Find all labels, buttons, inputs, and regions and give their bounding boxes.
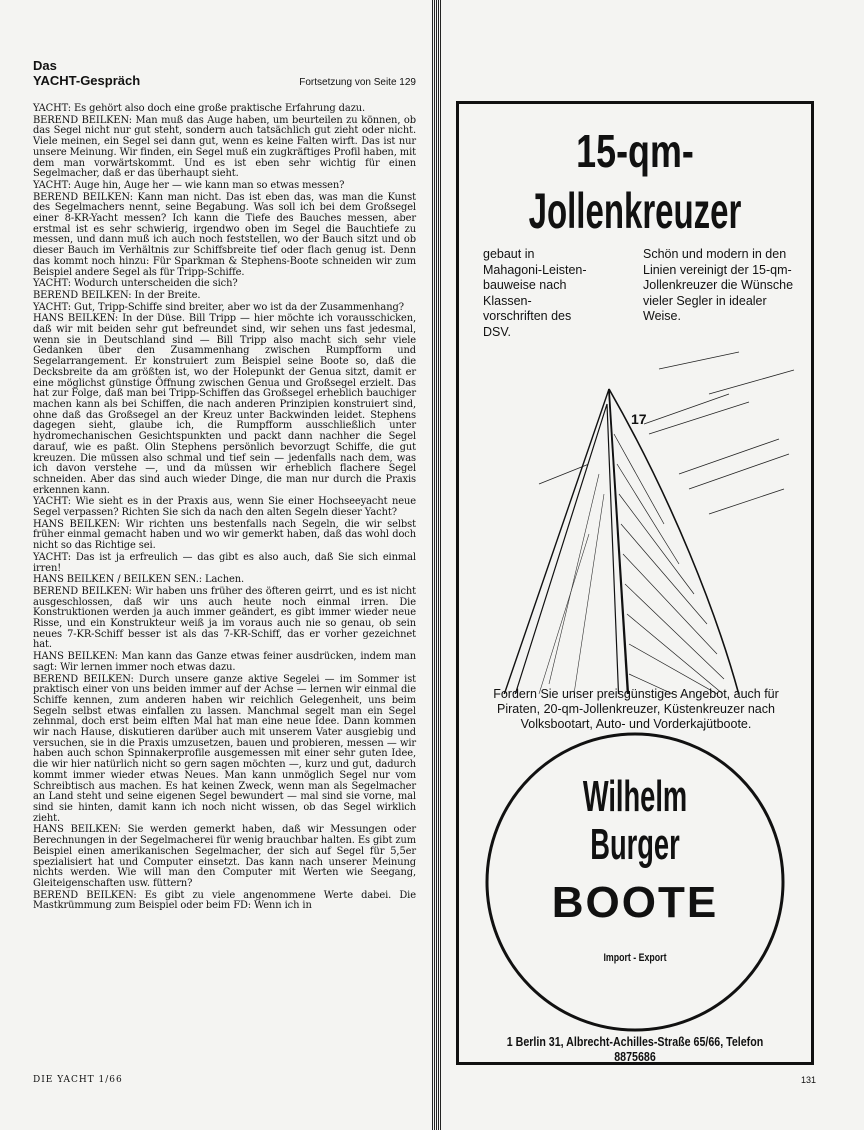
brand-name-line1: Wilhelm — [582, 772, 688, 821]
article-column — [33, 58, 416, 913]
paragraph: YACHT: Es gehört also doch eine große praktische Erfahrung dazu. — [33, 103, 366, 114]
paragraph: YACHT: Wie sieht es in der Praxis aus, wenn Sie einer Hochseeyacht neue Segel verpassen? Richten Sie sich da nach den alten Segeln dieser Yacht? — [33, 496, 416, 519]
paragraph: YACHT: Wodurch unterscheiden die sich? — [33, 278, 238, 290]
paragraph: YACHT: Auge hin, Auge her — wie kann man so etwas messen? — [33, 179, 345, 191]
paragraph: BEREND BEILKEN: Durch unsere ganze aktive Segelei — im Sommer ist praktisch einer von uns beiden immer auf der Achse — lernen wir einmal die Schiffe kennen, zum anderen haben wir reichlich Gelegenheit, uns beim Segeln selbst etwas einfallen zu lassen. Manchmal segelt man ein Segel zehnmal, doch erst beim elften Mal hat man eine neue Idee. Dann kommen wir nach Hause, diskutieren darüber auch mit unserem Vater ausgiebig und versuchen, sie in die Praxis umzusetzen, bauen und probieren, messen — wir haben auch schon Spinnakerprofile ausgemessen mit einer sehr guten Idee, die wir hier natürlich nicht so gern sagen möchten —, kurz und gut, dadurch kommt immer wieder etwas Neues. Man kann unmöglich Segel nur vom Schreibtisch aus machen. Es hat keinen Zweck, wenn man als Segelmacher an Land steht und seine eigenen Segel bewundert — mal sind sie vorne, mal sind sie hinten, damit kann ich noch nicht wissen, ob das Segel wirklich zieht. — [33, 673, 416, 824]
paragraph: HANS BEILKEN / BEILKEN SEN.: Lachen. — [33, 574, 244, 586]
interview-text — [33, 104, 416, 912]
sail-number: 17 — [631, 411, 647, 427]
footer-publication: DIE YACHT 1/66 — [33, 1075, 123, 1085]
article-header — [33, 58, 416, 104]
paragraph: YACHT: Gut, Tripp-Schiffe sind breiter, aber wo ist da der Zusammenhang? — [33, 301, 404, 313]
paragraph: YACHT: Das ist ja erfreulich — das gibt es also auch, daß Sie sich einmal irren! — [33, 551, 416, 574]
paragraph: BEREND BEILKEN: In der Breite. — [33, 289, 201, 301]
section-title-line1: Das — [33, 58, 57, 73]
page-gutter — [432, 0, 442, 1130]
boat-advertisement — [456, 101, 814, 1065]
ad-blurb-left: gebaut in Mahagoni-Leisten-bauweise nach Klassen-vorschriften des DSV. — [483, 247, 587, 339]
paragraph: HANS BEILKEN: Wir richten uns bestenfalls nach Segeln, die wir selbst früher einmal gemacht haben und wo wir gemerkt haben, daß das wohl doch nicht so das Richtige sei. — [33, 518, 416, 552]
ad-address: 1 Berlin 31, Albrecht-Achilles-Straße 65/66, Telefon 8875686 — [506, 1034, 764, 1064]
page-number: 131 — [801, 1075, 817, 1085]
paragraph: BEREND BEILKEN: Wir haben uns früher des öfteren geirrt, und es ist nicht ausgeschlossen, daß wir uns auch heute noch einmal irren. Die Konstruktionen werden ja auch immer geändert, es gibt immer wieder neue Risse, und ein Konstrukteur weiß ja im voraus auch nie so genau, ob sein neues 7-KR-Schiff besser ist als das 7-KR-Schiff, das er vorher gezeichnet hat. — [33, 585, 416, 651]
paragraph: HANS BEILKEN: In der Düse. Bill Tripp — hier möchte ich vorausschicken, daß wir mit beiden sehr gut befreundet sind, wir sehen uns fast jedesmal, wenn sie in Deutschland sind — Bill Tripp also macht sich sehr viele Gedanken über den Zusammenhang zwischen Rumpfform und Segelarrangement. Er konstruiert zum Beispiel seine Boote so, daß die Decksbreite da am größten ist, wo der Holepunkt der Genua sitzt, damit er eine möglichst günstige Öffnung zwischen Genua und Großsegel erzielt. Das hat zur Folge, daß man bei Tripp-Schiffen das Großsegel erheblich bauchiger machen kann als bei Schiffen, die nach anderen Prinzipien konstruiert sind, ohne daß das Großsegel an der Kreuz unter Backwinden leidet. Stephens dagegen sieht, glaube ich, die Rumpfform ausschließlich unter hydromechanischen Gesichtspunkten und packt dann nachher die Segel darauf, wie es paßt. Olin Stephens persönlich bevorzugt Schiffe, die gut kreuzen. Die müssen also schmal und tief sein — jedenfalls nach dem, was ich davon verstehe —, und da müssen wir erheblich flachere Segel schneiden. Aber das sind auch wieder Dinge, die man nur durch die Praxis erkennen kann. — [33, 313, 416, 496]
paragraph: HANS BEILKEN: Sie werden gemerkt haben, daß wir Messungen oder Berechnungen in der Segelmacherei für wenig brauchbar halten. Es gibt zum Beispiel einen amerikanischen Segelmacher, der sich auf Segel für 5,5er spezialisiert hat und Computer einsetzt. Das kann nach unserer Meinung nichts werden. Wie will man den Computer mit Werten wie Seegang, Gleiteigenschaften usw. füttern? — [33, 824, 416, 889]
brand-name-line3: BOOTE — [551, 878, 719, 927]
paragraph: BEREND BEILKEN: Kann man nicht. Das ist eben das, was man die Kunst des Segelmachers nennt, seine Begabung. Was soll ich bei dem Großsegel einer 8-KR-Yacht messen? Ich kann die Tiefe des Bauches messen, aber erstmal ist es sehr schwierig, irgendwo oben im Segel die Bauchtiefe zu messen, und dann muß ich auch noch feststellen, wo der Bauch sitzt und ob dieser Bauch im Verhältnis zur Schiffsbreite tief oder flach genug ist. Denn das kommt noch hinzu: Für Sparkman & Stephens-Boote schneiden wir zum Beispiel andere Segel als für Tripp-Schiffe. — [33, 191, 416, 278]
ad-offer-text: Fordern Sie unser preisgünstiges Angebot, auch für Piraten, 20-qm-Jollenkreuzer, Küstenkreuzer nach Volksbootart, Auto- und Vorderkajütboote. — [493, 687, 779, 731]
brand-name-line2: Burger — [590, 820, 680, 869]
ad-headline-line2: Jollenkreuzer — [528, 183, 742, 239]
ad-blurb-right: Schön und modern in den Linien vereinigt der 15-qm-Jollenkreuzer die Wünsche vieler Segler in idealer Weise. — [643, 247, 794, 323]
sailboat-illustration — [479, 274, 799, 694]
section-title-line2: YACHT-Gespräch — [33, 73, 141, 88]
ad-headline-line1: 15-qm- — [576, 125, 694, 177]
brand-tagline: Import - Export — [603, 952, 667, 964]
continued-note: Fortsetzung von Seite 129 — [299, 77, 416, 88]
paragraph: BEREND BEILKEN: Man muß das Auge haben, um beurteilen zu können, ob das Segel nicht nur gut steht, sondern auch tatsächlich gut zieht oder nicht. Viele meinen, ein Segel sei dann gut, wenn es keine Falten wirft. Das ist nur unsere Meinung. Wir finden, ein Segel muß ein zugkräftiges Profil haben, mit dem man vorwärtskommt. Und es ist eben sehr wichtig für einen Segelmacher, daß er das überhaupt sieht. — [33, 114, 416, 180]
paragraph: BEREND BEILKEN: Es gibt zu viele angenommene Werte dabei. Die Mastkrümmung zum Beispiel oder beim FD: Wenn ich in — [33, 889, 416, 912]
paragraph: HANS BEILKEN: Man kann das Ganze etwas feiner ausdrücken, indem man sagt: Wir lernen immer noch etwas dazu. — [33, 651, 416, 673]
